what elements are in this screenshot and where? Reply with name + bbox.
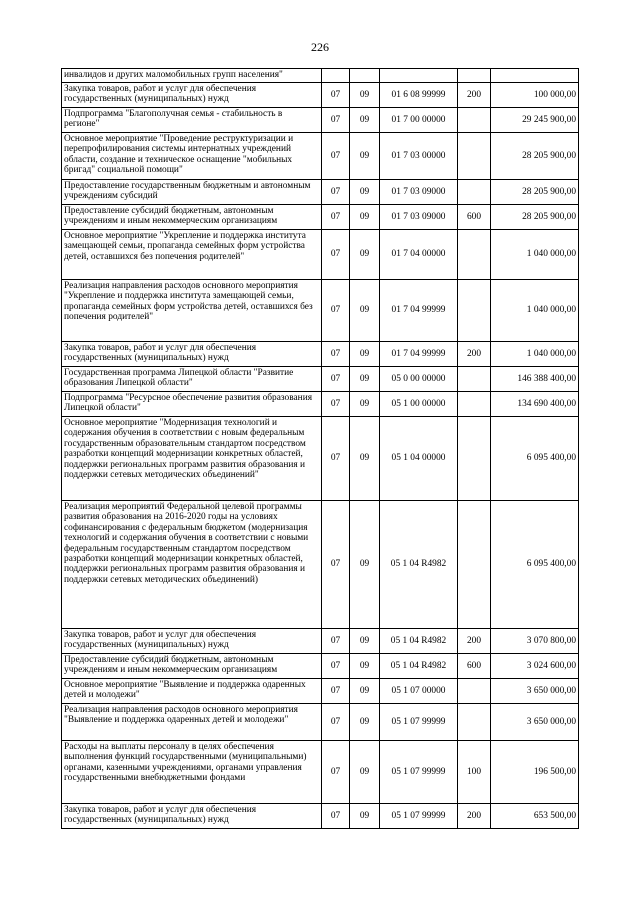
row-name-cell: Расходы на выплаты персоналу в целях обеспечения выполнения функций государственными (муниципальными) органами, казенными учреждениями, органами управления государственными внебюджетными фондами <box>62 741 322 804</box>
row-name-cell: Основное мероприятие "Проведение реструктуризации и перепрофилирования системы интернатных учреждений области, создание и техническое оснащение "мобильных бригад" социальной помощи" <box>62 133 322 180</box>
row-expense-type-cell: 100 <box>458 741 491 804</box>
row-name-cell: Подпрограмма "Ресурсное обеспечение развития образования Липецкой области" <box>62 392 322 417</box>
row-expense-type-cell <box>458 108 491 133</box>
row-expense-type-cell <box>458 417 491 501</box>
row-name-cell: Закупка товаров, работ и услуг для обеспечения государственных (муниципальных) нужд <box>62 342 322 367</box>
table-row <box>62 230 579 280</box>
row-subsection-cell: 09 <box>350 205 380 230</box>
table-row <box>62 654 579 679</box>
table-row <box>62 501 579 629</box>
row-section-cell: 07 <box>322 629 350 654</box>
row-subsection-cell: 09 <box>350 108 380 133</box>
page-number: 226 <box>311 40 329 54</box>
row-section-cell: 07 <box>322 205 350 230</box>
row-target-code-cell: 05 0 00 00000 <box>380 367 458 392</box>
budget-table <box>61 68 579 829</box>
row-expense-type-cell <box>458 133 491 180</box>
row-section-cell: 07 <box>322 83 350 108</box>
row-expense-type-cell <box>458 501 491 629</box>
row-amount-cell: 134 690 400,00 <box>491 392 579 417</box>
row-expense-type-cell: 200 <box>458 629 491 654</box>
table-row <box>62 679 579 704</box>
row-subsection-cell: 09 <box>350 83 380 108</box>
row-subsection-cell: 09 <box>350 804 380 829</box>
row-name-cell: Закупка товаров, работ и услуг для обеспечения государственных (муниципальных) нужд <box>62 804 322 829</box>
row-amount-cell: 6 095 400,00 <box>491 501 579 629</box>
row-target-code-cell: 01 7 03 00000 <box>380 133 458 180</box>
row-name-cell: Государственная программа Липецкой области "Развитие образования Липецкой области" <box>62 367 322 392</box>
row-target-code-cell: 05 1 04 R4982 <box>380 629 458 654</box>
table-row <box>62 417 579 501</box>
row-target-code-cell: 01 7 04 99999 <box>380 280 458 342</box>
row-target-code-cell <box>380 69 458 83</box>
row-amount-cell: 6 095 400,00 <box>491 417 579 501</box>
table-row <box>62 280 579 342</box>
row-expense-type-cell: 600 <box>458 654 491 679</box>
row-target-code-cell: 01 7 04 99999 <box>380 342 458 367</box>
row-amount-cell: 196 500,00 <box>491 741 579 804</box>
table-row <box>62 392 579 417</box>
row-target-code-cell: 01 7 03 09000 <box>380 180 458 205</box>
row-section-cell: 07 <box>322 392 350 417</box>
table-row <box>62 342 579 367</box>
row-section-cell: 07 <box>322 367 350 392</box>
row-name-cell: Закупка товаров, работ и услуг для обеспечения государственных (муниципальных) нужд <box>62 83 322 108</box>
row-subsection-cell: 09 <box>350 133 380 180</box>
row-amount-cell: 146 388 400,00 <box>491 367 579 392</box>
row-expense-type-cell: 600 <box>458 205 491 230</box>
row-expense-type-cell <box>458 230 491 280</box>
row-section-cell: 07 <box>322 679 350 704</box>
row-subsection-cell: 09 <box>350 704 380 741</box>
row-target-code-cell: 05 1 04 00000 <box>380 417 458 501</box>
row-section-cell: 07 <box>322 804 350 829</box>
table-row <box>62 704 579 741</box>
row-subsection-cell: 09 <box>350 280 380 342</box>
row-amount-cell: 1 040 000,00 <box>491 230 579 280</box>
table-row <box>62 367 579 392</box>
budget-table-body <box>62 69 579 829</box>
row-name-cell: Предоставление субсидий бюджетным, автономным учреждениям и иным некоммерческим организациям <box>62 205 322 230</box>
row-expense-type-cell <box>458 367 491 392</box>
table-row <box>62 69 579 83</box>
row-amount-cell <box>491 69 579 83</box>
table-row <box>62 741 579 804</box>
row-amount-cell: 100 000,00 <box>491 83 579 108</box>
row-section-cell: 07 <box>322 280 350 342</box>
row-target-code-cell: 05 1 04 R4982 <box>380 654 458 679</box>
row-subsection-cell: 09 <box>350 180 380 205</box>
row-target-code-cell: 05 1 07 99999 <box>380 741 458 804</box>
row-amount-cell: 3 070 800,00 <box>491 629 579 654</box>
table-row <box>62 83 579 108</box>
row-section-cell: 07 <box>322 654 350 679</box>
row-expense-type-cell <box>458 392 491 417</box>
row-subsection-cell: 09 <box>350 679 380 704</box>
row-target-code-cell: 01 7 00 00000 <box>380 108 458 133</box>
row-name-cell: Реализация мероприятий Федеральной целевой программы развития образования на 2016-2020 годы на условиях софинансирования с федеральным бюджетом (модернизация технологий и содержания обучения в соответствии с новыми федеральным государственным стандартом посредством разработки концепций модернизации конкретных областей, поддержки региональных программ развития образования и поддержки сетевых методических объединений) <box>62 501 322 629</box>
row-expense-type-cell <box>458 280 491 342</box>
row-expense-type-cell: 200 <box>458 342 491 367</box>
row-amount-cell: 3 650 000,00 <box>491 704 579 741</box>
row-expense-type-cell: 200 <box>458 83 491 108</box>
row-name-cell: Основное мероприятие "Модернизация технологий и содержания обучения в соответствии с новым федеральным государственным образовательным стандартом посредством разработки концепций модернизации конкретных областей, поддержки региональных программ развития образования и поддержки сетевых методических объединений" <box>62 417 322 501</box>
row-subsection-cell <box>350 69 380 83</box>
table-row <box>62 804 579 829</box>
row-section-cell: 07 <box>322 417 350 501</box>
table-row <box>62 205 579 230</box>
row-section-cell: 07 <box>322 342 350 367</box>
row-section-cell: 07 <box>322 741 350 804</box>
row-subsection-cell: 09 <box>350 629 380 654</box>
row-target-code-cell: 01 7 04 00000 <box>380 230 458 280</box>
row-amount-cell: 28 205 900,00 <box>491 180 579 205</box>
row-section-cell: 07 <box>322 133 350 180</box>
row-expense-type-cell <box>458 69 491 83</box>
row-amount-cell: 3 650 000,00 <box>491 679 579 704</box>
row-amount-cell: 29 245 900,00 <box>491 108 579 133</box>
row-subsection-cell: 09 <box>350 417 380 501</box>
row-section-cell <box>322 69 350 83</box>
row-subsection-cell: 09 <box>350 654 380 679</box>
row-name-cell: Реализация направления расходов основного мероприятия "Укрепление и поддержка института замещающей семьи, пропаганда семейных форм устройства детей, оставшихся без попечения родителей" <box>62 280 322 342</box>
row-subsection-cell: 09 <box>350 741 380 804</box>
table-row <box>62 629 579 654</box>
row-target-code-cell: 05 1 07 99999 <box>380 804 458 829</box>
row-name-cell: Предоставление государственным бюджетным и автономным учреждениям субсидий <box>62 180 322 205</box>
row-amount-cell: 1 040 000,00 <box>491 342 579 367</box>
row-name-cell: Реализация направления расходов основного мероприятия "Выявление и поддержка одаренных детей и молодежи" <box>62 704 322 741</box>
row-target-code-cell: 05 1 07 00000 <box>380 679 458 704</box>
row-subsection-cell: 09 <box>350 230 380 280</box>
row-expense-type-cell <box>458 180 491 205</box>
row-target-code-cell: 05 1 07 99999 <box>380 704 458 741</box>
row-amount-cell: 653 500,00 <box>491 804 579 829</box>
row-amount-cell: 28 205 900,00 <box>491 133 579 180</box>
table-row <box>62 133 579 180</box>
row-subsection-cell: 09 <box>350 501 380 629</box>
row-name-cell: Подпрограмма "Благополучная семья - стабильность в регионе" <box>62 108 322 133</box>
row-section-cell: 07 <box>322 180 350 205</box>
row-name-cell: Основное мероприятие "Выявление и поддержка одаренных детей и молодежи" <box>62 679 322 704</box>
row-expense-type-cell <box>458 679 491 704</box>
row-expense-type-cell: 200 <box>458 804 491 829</box>
row-section-cell: 07 <box>322 704 350 741</box>
row-amount-cell: 3 024 600,00 <box>491 654 579 679</box>
row-name-cell: инвалидов и других маломобильных групп населения" <box>62 69 322 83</box>
row-subsection-cell: 09 <box>350 367 380 392</box>
row-name-cell: Закупка товаров, работ и услуг для обеспечения государственных (муниципальных) нужд <box>62 629 322 654</box>
row-amount-cell: 1 040 000,00 <box>491 280 579 342</box>
row-name-cell: Основное мероприятие "Укрепление и поддержка института замещающей семьи, пропаганда семейных форм устройства детей, оставшихся без попечения родителей" <box>62 230 322 280</box>
row-section-cell: 07 <box>322 501 350 629</box>
table-row <box>62 180 579 205</box>
row-subsection-cell: 09 <box>350 392 380 417</box>
table-row <box>62 108 579 133</box>
row-target-code-cell: 01 7 03 09000 <box>380 205 458 230</box>
row-section-cell: 07 <box>322 108 350 133</box>
row-section-cell: 07 <box>322 230 350 280</box>
row-target-code-cell: 05 1 04 R4982 <box>380 501 458 629</box>
row-expense-type-cell <box>458 704 491 741</box>
row-subsection-cell: 09 <box>350 342 380 367</box>
row-name-cell: Предоставление субсидий бюджетным, автономным учреждениям и иным некоммерческим организациям <box>62 654 322 679</box>
row-target-code-cell: 01 6 08 99999 <box>380 83 458 108</box>
row-target-code-cell: 05 1 00 00000 <box>380 392 458 417</box>
row-amount-cell: 28 205 900,00 <box>491 205 579 230</box>
